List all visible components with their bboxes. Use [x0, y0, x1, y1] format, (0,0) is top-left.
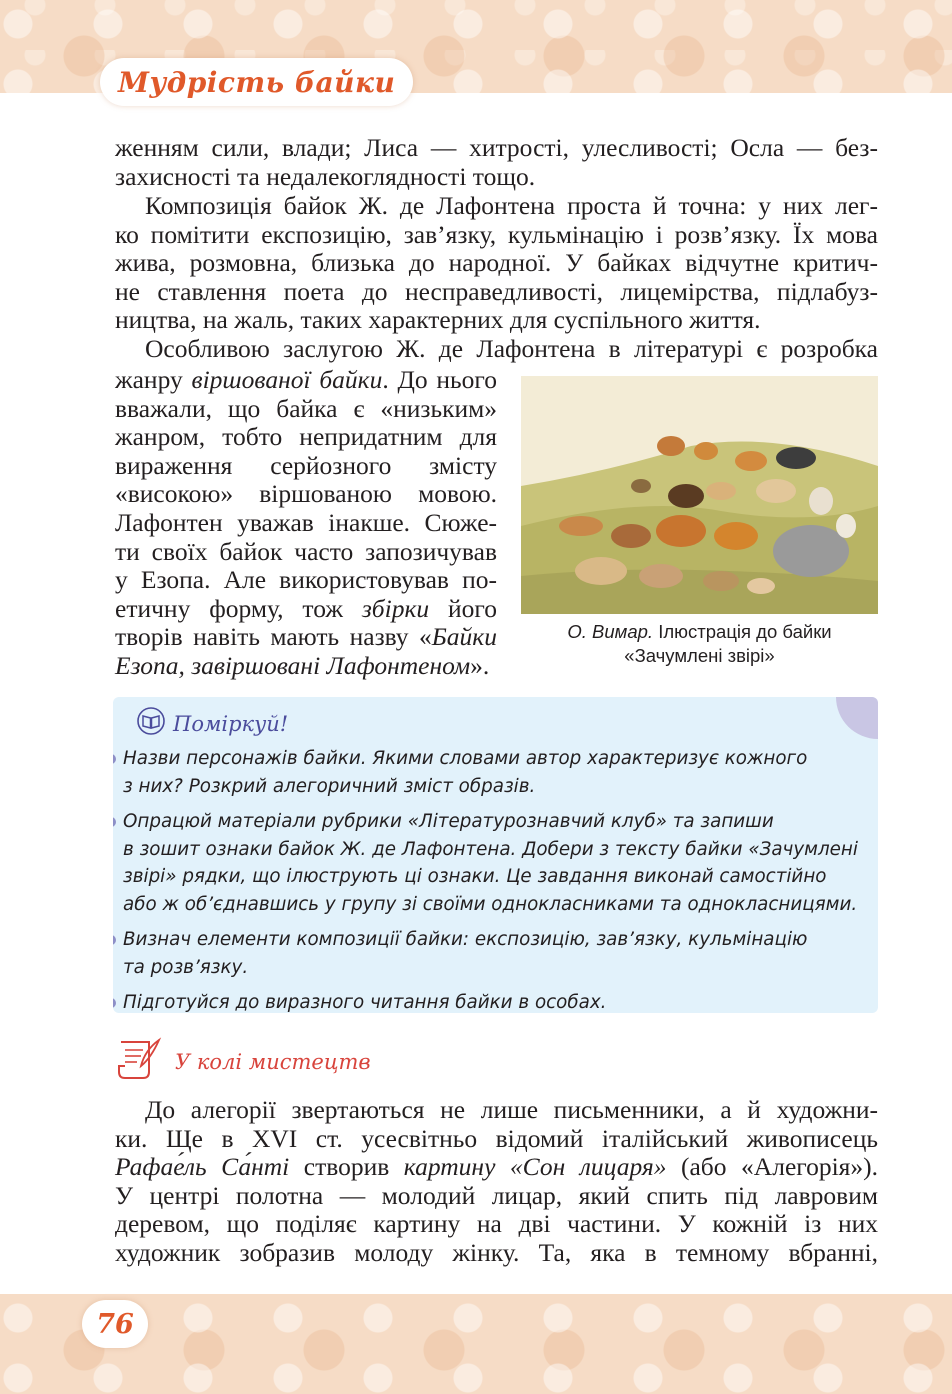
text-line: ти своїх байок часто запозичував	[115, 536, 497, 566]
text-line: ко помітити експозицію, зав’язку, кульмінацію і розв’язку. Їх мова	[115, 219, 878, 249]
text-line: женням сили, влади; Лиса — хитрості, улесливості; Осла — без-	[115, 133, 878, 162]
page-number: 76	[96, 1308, 134, 1340]
page-number-badge	[82, 1300, 148, 1348]
caption-text: Ілюстрація до байки	[653, 621, 832, 642]
text-line: захисності та недалекоглядності тощо.	[115, 161, 536, 191]
think-header	[135, 707, 288, 740]
task-list	[113, 745, 878, 1013]
text-line: ництва, на жаль, таких характерних для суспільного життя.	[115, 305, 761, 335]
text-line: Композиція байок Ж. де Лафонтена проста й точна: у них лег-	[145, 191, 878, 220]
text-line: творів навіть мають назву «Байки	[115, 622, 497, 652]
paragraph-2	[115, 192, 878, 335]
text-line: жанру віршованої байки. До нього	[115, 365, 498, 394]
bullet-icon	[113, 754, 116, 764]
list-item: Визнач елементи композиції байки: експозицію, зав’язку, кульмінацію та розв’язку.	[113, 926, 878, 981]
book-icon	[135, 707, 167, 740]
bullet-icon	[113, 817, 116, 827]
paragraph-3-wrapped	[115, 366, 497, 681]
bullet-icon	[113, 935, 116, 945]
text-line: деревом, що поділяє картину на дві частини. У кожній із них	[115, 1209, 878, 1239]
text-line: У центрі полотна — молодий лицар, який спить під лавровим	[115, 1180, 878, 1210]
text-line: «високою» віршованою мовою.	[115, 479, 497, 509]
text-line: вираження серйозного змісту	[115, 450, 497, 480]
section-title: Мудрість байки	[118, 65, 396, 99]
text-line: у Езопа. Але використовував по-	[115, 565, 497, 595]
caption-author: О. Вимар.	[567, 621, 654, 642]
text-line: жива, розмовна, близька до народної. У байках відчутне критич-	[115, 248, 878, 278]
section-header	[100, 58, 413, 106]
text-line: Рафае́ль Са́нті створив картину «Сон лицаря» (або «Алегорія»).	[115, 1152, 879, 1182]
corner-decoration	[836, 697, 878, 739]
caption-line-2: «Зачумлені звірі»	[624, 645, 775, 666]
list-item: Назви персонажів байки. Якими словами автор характеризує кожного з них? Розкрий алегоричний зміст образів.	[113, 745, 878, 800]
think-title: Поміркуй!	[173, 711, 289, 736]
list-item: Підготуйся до виразного читання байки в особах.	[113, 989, 878, 1013]
paragraph-3-first-line	[115, 335, 878, 364]
text-line: не ставлення поета до несправедливості, лицемірства, підлабуз-	[115, 276, 878, 306]
text-line: етичну форму, тож збірки його	[115, 593, 497, 623]
paragraph-1	[115, 134, 878, 191]
think-box	[113, 697, 878, 1013]
text-line: Езопа, завіршовані Лафонтеном».	[115, 650, 490, 680]
text-line: Особливою заслугою Ж. де Лафонтена в літературі є розробка	[145, 334, 878, 363]
text-line: Лафонтен уважав інакше. Сюже-	[115, 507, 497, 537]
fable-illustration	[521, 376, 878, 614]
scroll-quill-icon	[115, 1036, 163, 1087]
arts-header	[115, 1036, 371, 1087]
caption-line-1	[521, 620, 878, 644]
text-line: жанром, тобто непридатним для	[115, 422, 497, 452]
text-line: художник зобразив молоду жінку. Та, яка в темному вбранні,	[115, 1237, 878, 1267]
text-line: вважали, що байка є «низьким»	[115, 393, 497, 423]
arts-title: У колі мистецтв	[175, 1049, 371, 1074]
list-item: Опрацюй матеріали рубрики «Літературознавчий клуб» та запиши в зошит ознаки байок Ж. де Лафонтена. Добери з тексту байки «Зачумлені звірі» рядки, що ілюструють ці ознаки. Це завдання виконай самостійно або ж об’єднавшись у групу зі своїми однокласниками та однокласницями.	[113, 808, 878, 918]
figure-caption	[521, 620, 878, 668]
text-line: До алегорії звертаються не лише письменники, а й художни-	[145, 1095, 878, 1124]
arts-paragraph	[115, 1096, 878, 1268]
text-line: ки. Ще в XVI ст. усесвітньо відомий італійський живописець	[115, 1123, 878, 1153]
bullet-icon	[113, 998, 116, 1008]
